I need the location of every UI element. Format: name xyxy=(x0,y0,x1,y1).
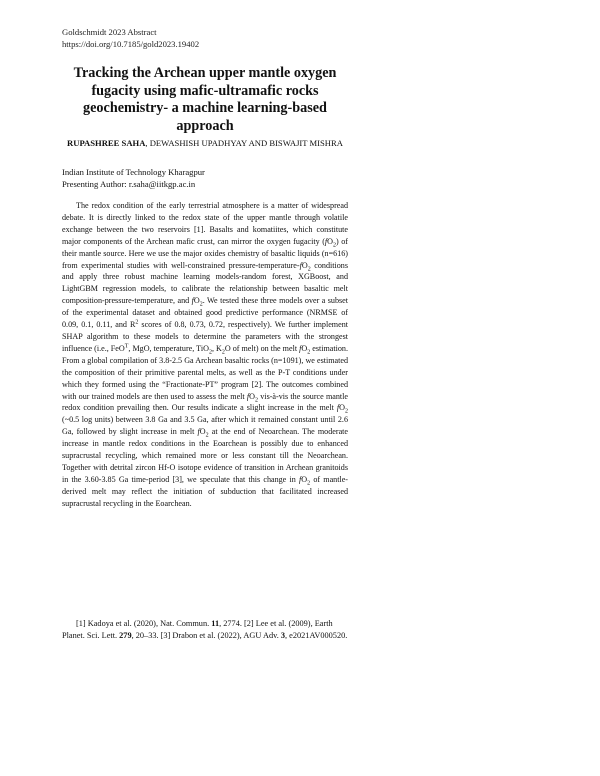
institute: Indian Institute of Technology Kharagpur xyxy=(62,167,205,177)
fo2-o: O xyxy=(301,260,308,270)
fo2-f: f xyxy=(246,391,250,401)
reference-text: [1] Kadoya et al. (2020), Nat. Commun. xyxy=(76,619,212,628)
fo2-f: f xyxy=(299,260,302,270)
abstract-text: . We tested these three models over a subset of the experimental dataset and obtained good predictive performance (NRMSE of 0.09, 0.1, 0.11, and R xyxy=(62,296,349,330)
fo2-sub: 2 xyxy=(307,266,311,273)
abstract-text: , MgO, temperature, TiO xyxy=(128,343,209,353)
reference-volume: 3 xyxy=(280,630,286,640)
abstract-text: ) of their mantle source. Here we use the major oxides chemistry of basaltic liquids (n=616) from experimental studies with well-constrained pressure-temperature- xyxy=(62,236,348,270)
fo2-sub: 2 xyxy=(333,242,337,249)
fo2-o: O xyxy=(301,343,308,353)
presenting-author-email[interactable]: Presenting Author: r.saha@iitkgp.ac.in xyxy=(62,179,196,189)
fo2-f: f xyxy=(197,427,200,437)
abstract-text: of mantle-derived melt may reflect the initiation of subduction that facilitated increased supracrustal recycling in the Eoarchean. xyxy=(62,474,348,508)
fo2-sub: 2 xyxy=(199,301,203,308)
fo2-f: f xyxy=(299,474,302,484)
abstract-text: estimation. From a global compilation of 3.8-2.5 Ga Archean basaltic rocks (n=1091), we estimated the composition of their primitive parental melts, as well as the P-T conditions under which they formed using the “Fractionate-PT” program [2]. The outcomes combined with our trained models are then used to assess the melt xyxy=(62,343,348,401)
paper-title: Tracking the Archean upper mantle oxygen fugacity using mafic-ultramafic rocks geochemistry- a machine learning-based approach xyxy=(73,65,337,134)
fo2-sub: 2 xyxy=(205,432,209,439)
fo2-sub: 2 xyxy=(345,409,348,416)
page-header xyxy=(62,26,199,50)
abstract-text: at the end of Neoarchean. The moderate increase in mantle redox conditions in the Eoarchean is possibly due to enhanced supracrustal recycling, which remained more or less constant till the Neoarchean. Together with detrital zircon Hf-O isotope evidence of transition in Archean granitoids in the 3.60-3.85 Ga time-period [3], we speculate that this change in xyxy=(62,427,348,484)
reference-volume: 11 xyxy=(211,619,220,628)
abstract-body xyxy=(62,200,348,510)
fo2-o: O xyxy=(199,427,206,437)
abstract-text: O of melt) on the melt xyxy=(224,343,300,353)
k2o-sub: 2 xyxy=(221,349,225,356)
reference-volume: 279 xyxy=(119,630,132,640)
abstract-text: (~0.5 log units) between 3.8 Ga and 3.5 Ga, after which it remained constant until 2.6 Ga, followed by slight increase in melt xyxy=(62,415,348,437)
fo2-f: f xyxy=(324,236,328,246)
reference-list xyxy=(62,618,348,642)
fo2-f: f xyxy=(191,296,194,306)
fo2-o: O xyxy=(301,474,308,484)
fo2-o: O xyxy=(327,236,334,246)
abstract-text: scores of 0.8, 0.73, 0.72, respectively). We further implement SHAP algorithm to these models to determine the parameters with the strongest influence (i.e., FeO xyxy=(62,320,348,353)
affiliation-block xyxy=(62,166,205,190)
reference-text: , 20–33. [3] Drabon et al. (2022), AGU Adv. xyxy=(131,630,281,640)
author-list xyxy=(62,137,348,149)
reference-text: , 2774. [2] Lee et al. (2009), Earth Planet. Sci. Lett. xyxy=(62,619,333,640)
abstract-text: The redox condition of the early terrestrial atmosphere is a matter of widespread debate. It is directly linked to the redox state of the upper mantle through volatile exchange between the two reservoirs [1]. Basalts and komatiites, which constitute major components of the Archean mafic crust, can mirror the oxygen fugacity ( xyxy=(62,201,348,246)
fo2-o: O xyxy=(339,403,345,413)
abstract-text: , K xyxy=(211,343,222,353)
r2-sup: 2 xyxy=(135,319,139,326)
co-authors: , DEWASHISH UPADHYAY AND BISWAJIT MISHRA xyxy=(145,138,343,148)
doi-link[interactable]: https://doi.org/10.7185/gold2023.19402 xyxy=(62,39,200,49)
fo2-f: f xyxy=(336,403,340,413)
fo2-sub: 2 xyxy=(307,480,311,487)
fo2-f: f xyxy=(299,343,302,353)
presenting-author: RUPASHREE SAHA xyxy=(67,138,146,148)
abstract-text: vis-à-vis the source mantle redox condition prevailing then. Our results indicate a slight increase in the melt xyxy=(62,391,348,413)
fo2-o: O xyxy=(193,296,200,306)
fo2-sub: 2 xyxy=(255,397,259,404)
abstract-text: conditions and apply three robust machine learning models-random forest, XGBoost, and LightGBM regression models, to calibrate the relationship between basaltic melt composition-pressure-temperature, and xyxy=(62,260,349,306)
conference-label: Goldschmidt 2023 Abstract xyxy=(62,27,157,37)
feo-sup: T xyxy=(124,343,129,350)
fo2-o: O xyxy=(249,391,256,401)
reference-text: , e2021AV000520. xyxy=(285,630,348,640)
fo2-sub: 2 xyxy=(307,349,311,356)
tio2-sub: 2 xyxy=(208,349,212,356)
